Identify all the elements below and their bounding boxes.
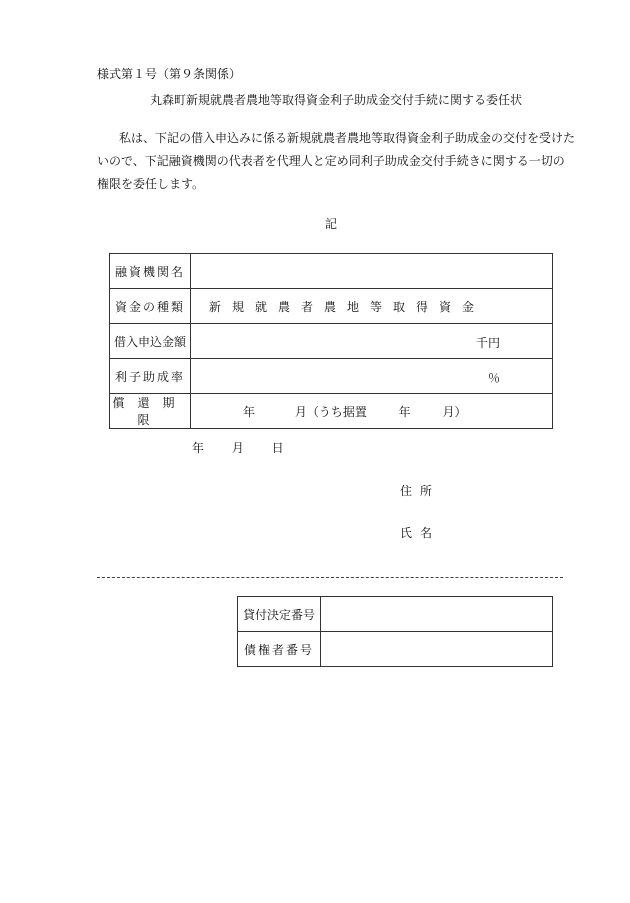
cut-line-divider bbox=[97, 577, 563, 578]
table-row bbox=[110, 254, 553, 289]
interest-rate-unit: ％ bbox=[487, 371, 500, 385]
row-label-repayment-term: 償還期限 bbox=[110, 394, 191, 429]
row-label-decision-number: 貸付決定番号 bbox=[238, 597, 321, 632]
date-year: 年 bbox=[192, 441, 205, 455]
body-line: いので、下記融資機関の代表者を代理人と定め同利子助成金交付手続きに関する一切の bbox=[97, 154, 565, 168]
term-year: 年 bbox=[243, 404, 256, 419]
repayment-term-field[interactable] bbox=[191, 394, 553, 429]
loan-amount-field[interactable] bbox=[191, 324, 553, 359]
decision-number-field[interactable] bbox=[321, 597, 553, 632]
table-row bbox=[110, 289, 553, 324]
loan-info-table bbox=[109, 253, 553, 429]
body-line: 権限を委任します。 bbox=[97, 177, 205, 191]
table-row bbox=[110, 394, 553, 429]
term-month: 月（うち据置 bbox=[294, 404, 367, 419]
creditor-number-field[interactable] bbox=[321, 632, 553, 667]
date-month: 月 bbox=[231, 441, 244, 455]
table-row bbox=[238, 597, 553, 632]
interest-rate-field[interactable] bbox=[191, 359, 553, 394]
loan-amount-unit: 千円 bbox=[475, 336, 500, 350]
body-line: 私は、下記の借入申込みに係る新規就農者農地等取得資金利子助成金の交付を受けた bbox=[119, 131, 576, 145]
record-label: 記 bbox=[325, 217, 338, 231]
date-day: 日 bbox=[271, 441, 284, 455]
document-title: 丸森町新規就農者農地等取得資金利子助成金交付手続に関する委任状 bbox=[150, 93, 523, 107]
institution-field[interactable] bbox=[191, 254, 553, 289]
table-row bbox=[110, 324, 553, 359]
row-label-interest-rate: 利子助成率 bbox=[110, 359, 191, 394]
row-label-fund-type: 資金の種類 bbox=[110, 289, 191, 324]
body-paragraph bbox=[97, 127, 576, 196]
term-grace-year: 年 bbox=[398, 404, 411, 419]
row-label-institution: 融資機関名 bbox=[110, 254, 191, 289]
term-grace-month: 月） bbox=[442, 404, 467, 419]
office-use-table bbox=[237, 596, 553, 667]
date-line bbox=[192, 439, 284, 456]
row-label-loan-amount: 借入申込金額 bbox=[110, 324, 191, 359]
fund-type-value: 新規就農者農地等取得資金 bbox=[191, 289, 553, 324]
table-row bbox=[238, 632, 553, 667]
row-label-creditor-number: 債権者番号 bbox=[238, 632, 321, 667]
form-id: 様式第１号（第９条関係） bbox=[97, 67, 242, 81]
address-label: 住所 bbox=[400, 484, 441, 498]
name-label: 氏名 bbox=[400, 526, 441, 540]
table-row bbox=[110, 359, 553, 394]
